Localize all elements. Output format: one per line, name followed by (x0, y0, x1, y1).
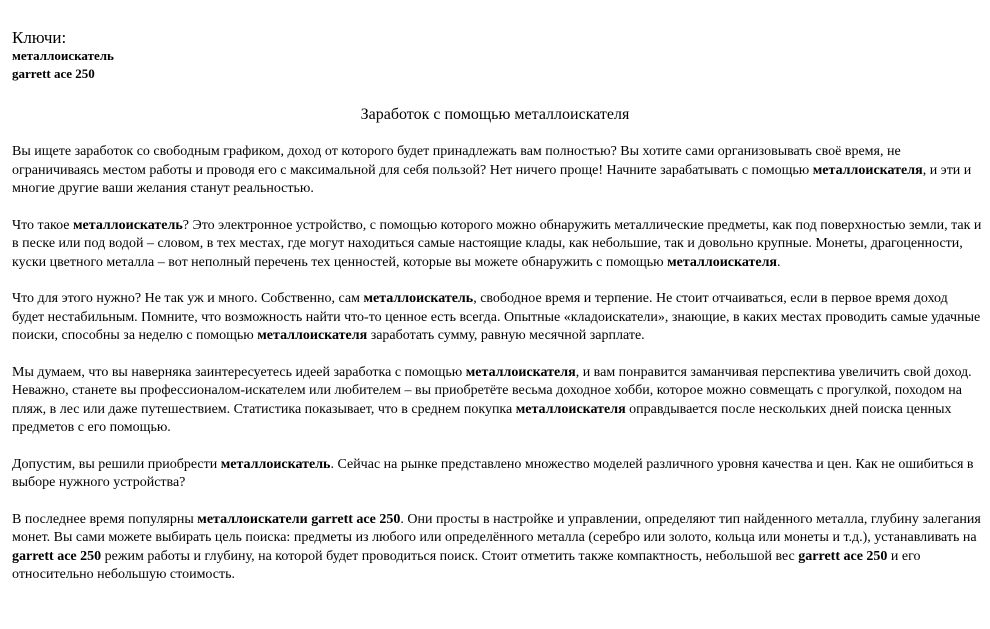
paragraph (12, 143, 982, 199)
paragraph-text: Что такое (12, 217, 74, 233)
paragraph (12, 364, 982, 438)
paragraph (12, 290, 982, 346)
paragraph (12, 456, 982, 493)
keyword-bold: металлоискатели garrett ace 250 (197, 511, 401, 527)
paragraph-text: . Сейчас на рынке представлено множество моделей различного уровня качества и цен. Как не ошибиться в выборе нужного устройства? (12, 456, 974, 490)
keyword-bold: металлоискателя (465, 364, 576, 380)
keys-title: Ключи: (12, 28, 67, 47)
paragraph (12, 511, 982, 585)
paragraph-text: . Они просты в настройке и управлении, определяют тип найденного металла, глубину залегания монет. Вы сами можете выбирать цель поиска: предметы из любого или определённого металла (серебро или золото, кольца или монеты и т.д.), устанавливать на (12, 511, 981, 545)
paragraph-text: , и эти и многие другие ваши желания станут реальностью. (12, 162, 972, 196)
paragraph-text: ? Это электронное устройство, с помощью которого можно обнаружить металлические предметы, как под поверхностью земли, так и в песке или под водой – словом, в тех местах, где могут находиться самые настоящие клады, как небольшие, так и довольно крупные. Монеты, драгоценности, куски цветного металла – вот неполный перечень тех ценностей, которые вы можете обнаружить с помощью (12, 217, 982, 270)
paragraph-text: Что для этого нужно? Не так уж и много. Собственно, сам (12, 291, 364, 306)
keyword-bold: металлоискателя (667, 254, 777, 270)
paragraph-text: , и вам понравится заманчивая перспектива увеличить свой доход. Неважно, станете вы профессионалом-искателем или любителем – вы приобретёте весьма доходное хобби, которое можно совмещать с прогулкой, походом на пляж, в лес или даже путешествием. Статистика показывает, что в среднем покупка (12, 364, 972, 417)
paragraph-text: заработать сумму, равную месячной зарплате. (367, 328, 645, 343)
paragraph-text: Вы ищете заработок со свободным графиком, доход от которого будет принадлежать вам полностью? Вы хотите сами организовывать своё время, не ограничиваясь местом работы и проводя его с максимальной для себя пользой? Нет ничего проще! Начните зарабатывать с помощью (12, 144, 901, 178)
paragraph-text: , свободное время и терпение. Не стоит отчаиваться, если в первое время доход будет нестабильным. Помните, что возможность найти что-то ценное есть всегда. Опытные «кладоискатели», знающие, в каких местах проводить самые удачные поиски, способны за неделю с помощью (12, 291, 981, 343)
keys-block (12, 28, 978, 83)
paragraph (12, 217, 982, 273)
keyword-bold: металлоискателя (812, 162, 923, 178)
article-body (12, 143, 982, 585)
paragraph-text: . (777, 254, 781, 270)
paragraph-text: оправдывается после нескольких дней поиска ценных предметов с его помощью. (12, 401, 952, 435)
paragraph-text: режим работы и глубину, на которой будет проводиться поиск. Стоит отметить также компактность, небольшой вес (101, 548, 799, 564)
paragraph-text: Мы думаем, что вы наверняка заинтересуетесь идеей заработка с помощью (12, 364, 466, 380)
keyword-bold: металлоискатель (220, 456, 331, 472)
key-item: металлоискатель (12, 48, 114, 63)
keyword-bold: металлоискатель (363, 291, 474, 306)
article-title: Заработок с помощью металлоискателя (360, 106, 630, 123)
paragraph-text: В последнее время популярны (12, 511, 198, 527)
keyword-bold: металлоискателя (257, 328, 368, 343)
keyword-bold: garrett ace 250 (798, 548, 888, 564)
key-item: garrett ace 250 (12, 66, 95, 81)
paragraph-text: и его относительно небольшую стоимость. (12, 548, 921, 582)
keyword-bold: garrett ace 250 (12, 548, 102, 564)
paragraph-text: Допустим, вы решили приобрести (12, 456, 221, 472)
keyword-bold: металлоискатель (73, 217, 183, 233)
keyword-bold: металлоискателя (515, 401, 626, 417)
